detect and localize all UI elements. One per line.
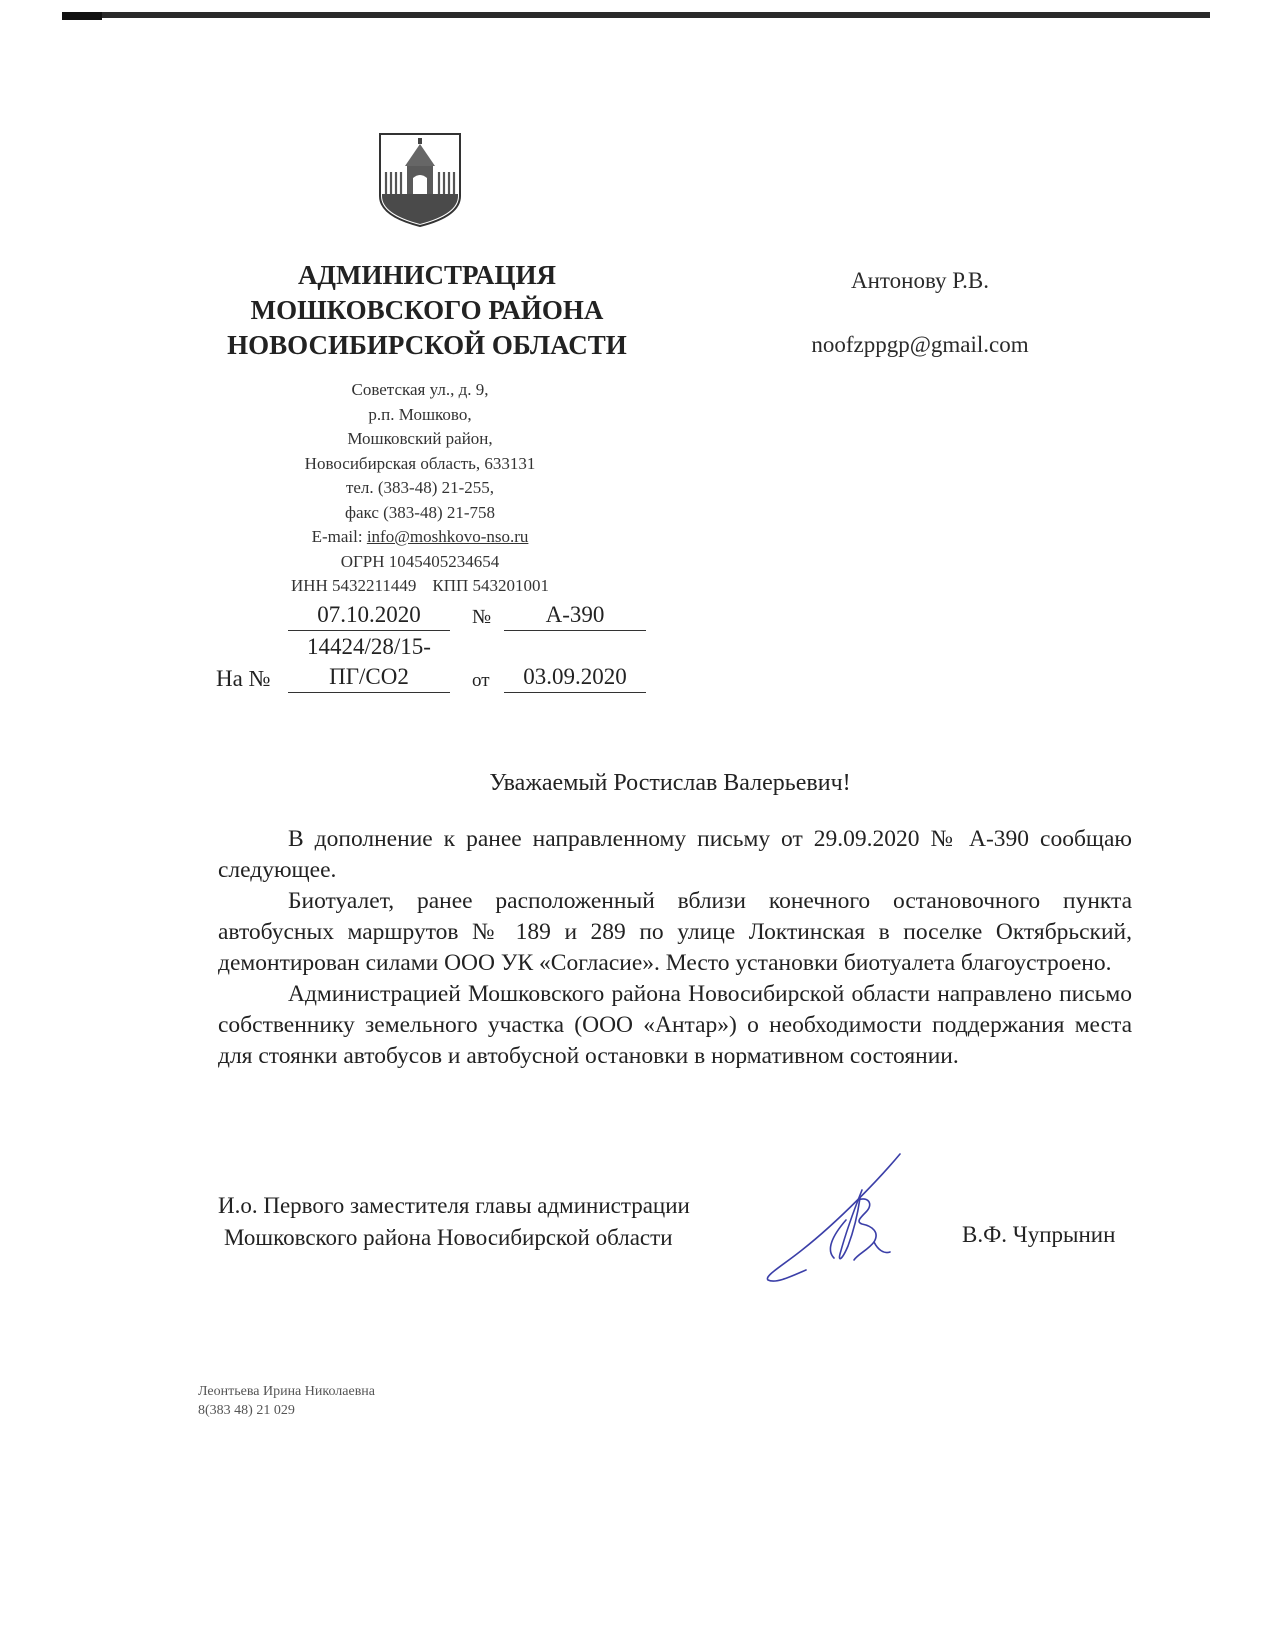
organization-email-link[interactable]: info@moshkovo-nso.ru xyxy=(366,527,529,546)
reference-number-line-2: ПГ/СО2 xyxy=(329,664,409,689)
inn-value: ИНН 5432211449 xyxy=(290,576,417,595)
signer-title-line-1: И.о. Первого заместителя главы администрации xyxy=(218,1193,690,1218)
signer-name: В.Ф. Чупрынин xyxy=(962,1222,1116,1247)
outgoing-number-label: № xyxy=(472,606,492,628)
address-line: Советская ул., д. 9, xyxy=(351,380,489,399)
recipient-email: noofzppgp@gmail.com xyxy=(811,332,1029,357)
scan-corner-mark xyxy=(62,12,102,20)
reference-date-underline xyxy=(504,692,646,693)
outgoing-date-underline xyxy=(288,630,450,631)
organization-name xyxy=(190,258,664,363)
reference-from-label: от xyxy=(472,670,490,691)
org-name-line-1: АДМИНИСТРАЦИЯ xyxy=(297,260,557,290)
signer-title xyxy=(218,1190,690,1254)
inn-kpp-row xyxy=(230,574,610,599)
ogrn-line: ОГРН 1045405234654 xyxy=(340,551,500,571)
executor-name: Леонтьева Ирина Николаевна xyxy=(198,1384,376,1399)
reference-number-underline xyxy=(288,692,450,693)
email-row xyxy=(230,525,610,550)
address-line: Новосибирская область, 633131 xyxy=(304,453,536,473)
email-label: E-mail: xyxy=(311,527,363,546)
outgoing-date: 07.10.2020 xyxy=(317,602,421,627)
org-name-line-3: НОВОСИБИРСКОЙ ОБЛАСТИ xyxy=(227,330,627,360)
body-paragraph: В дополнение к ранее направленному письму от 29.09.2020 № А-390 сообщаю следующее. xyxy=(218,826,1132,883)
coat-of-arms-icon xyxy=(378,132,462,228)
recipient-block xyxy=(770,268,1070,358)
kpp-value: КПП 543201001 xyxy=(432,576,550,595)
org-name-line-2: МОШКОВСКОГО РАЙОНА xyxy=(250,295,604,325)
reference-label: На № xyxy=(216,666,271,691)
salutation: Уважаемый Ростислав Валерьевич! xyxy=(489,770,851,796)
organization-address xyxy=(230,378,610,599)
letter-body xyxy=(218,824,1132,1072)
signer-title-line-2: Мошковского района Новосибирской области xyxy=(224,1225,673,1250)
outgoing-number-underline xyxy=(504,630,646,631)
address-line: Мошковский район, xyxy=(347,429,493,448)
fax-line: факс (383-48) 21-758 xyxy=(344,502,496,522)
phone-line: тел. (383-48) 21-255, xyxy=(345,478,495,497)
body-paragraph: Биотуалет, ранее расположенный вблизи конечного остановочного пункта автобусных маршрутов № 189 и 289 по улице Локтинская в поселке Октябрьский, демонтирован силами ООО УК «Согласие». Место установки биотуалета благоустроено. xyxy=(218,888,1132,976)
outgoing-number: А-390 xyxy=(545,602,605,627)
scan-top-edge xyxy=(62,12,1210,18)
handwritten-signature xyxy=(762,1150,932,1300)
executor-block xyxy=(198,1382,375,1420)
address-line: р.п. Мошково, xyxy=(368,404,472,424)
body-paragraph: Администрацией Мошковского района Новосибирской области направлено письмо собственнику земельного участка (ООО «Антар») о необходимости поддержания места для стоянки автобусов и автобусной остановки в нормативном состоянии. xyxy=(218,981,1132,1069)
recipient-name: Антонову Р.В. xyxy=(850,268,990,293)
executor-phone: 8(383 48) 21 029 xyxy=(198,1403,295,1418)
reference-date: 03.09.2020 xyxy=(523,664,627,689)
reference-number-line-1: 14424/28/15- xyxy=(307,634,431,659)
